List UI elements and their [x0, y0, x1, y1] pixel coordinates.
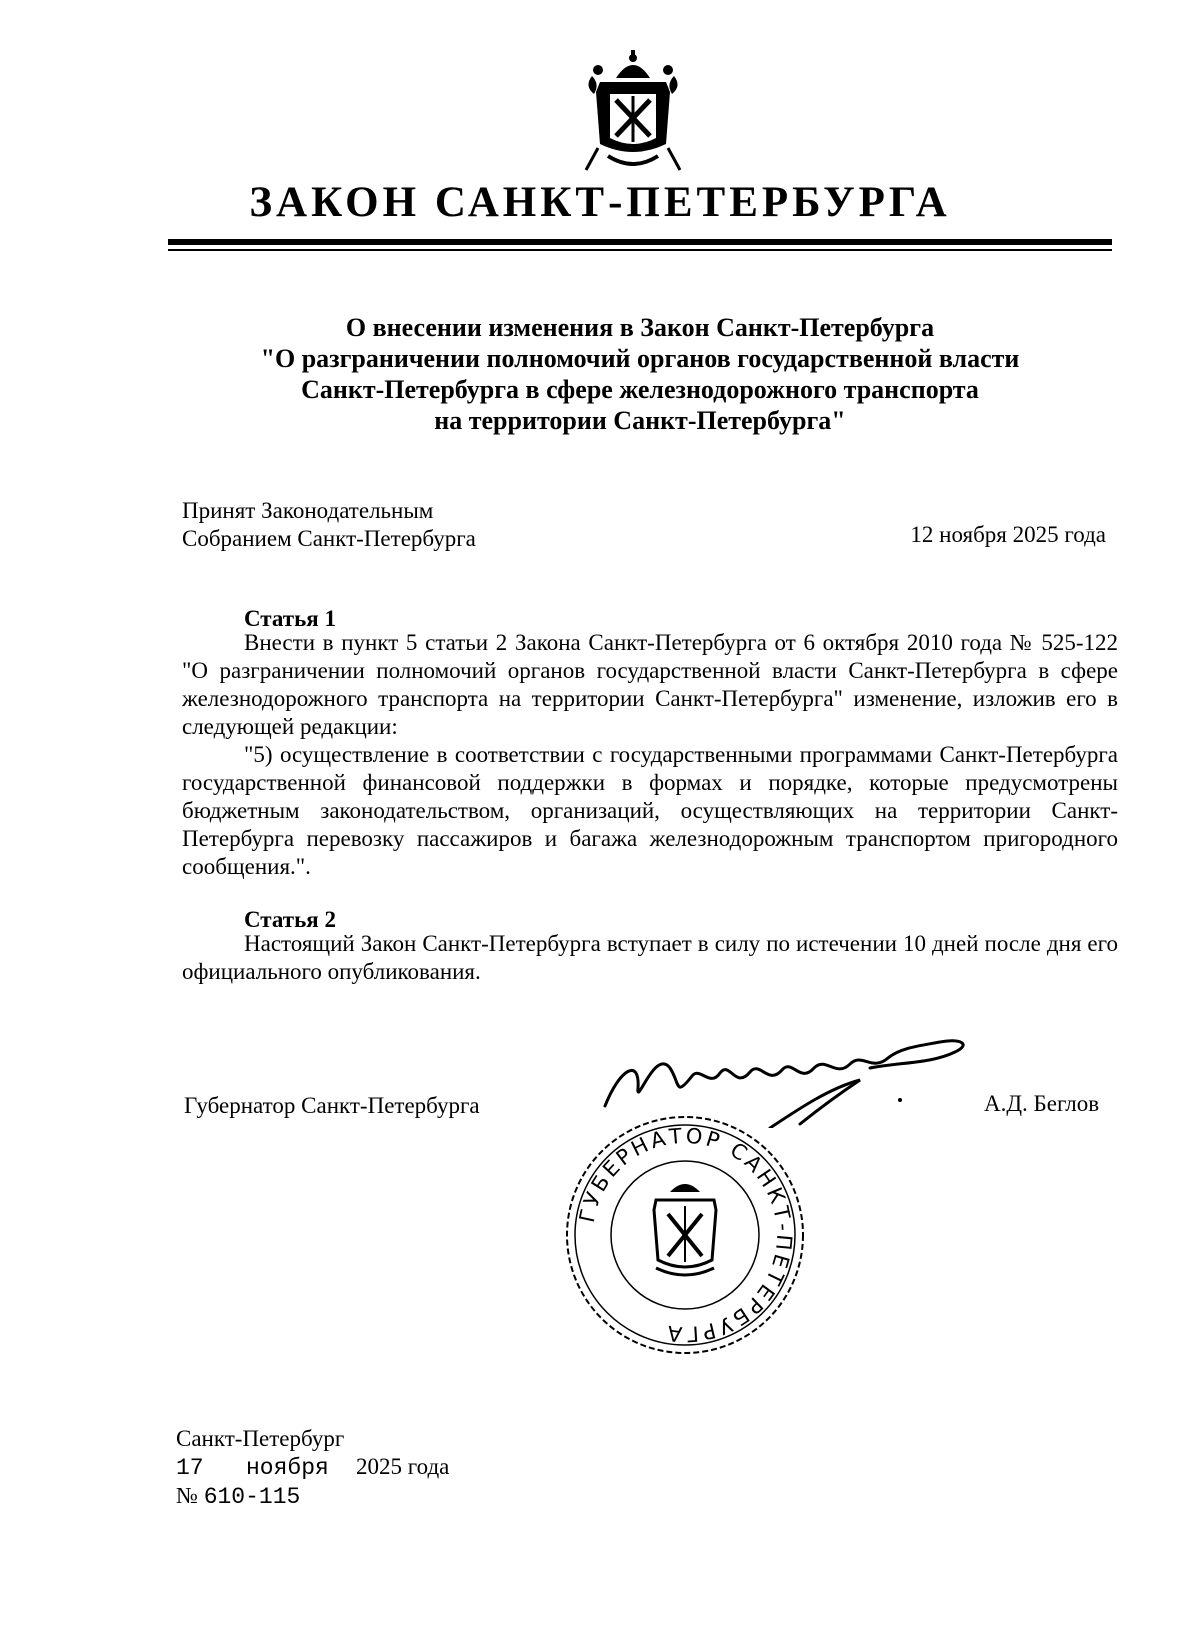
law-title-line: О внесении изменения в Закон Санкт-Петербурга: [345, 313, 935, 342]
governor-seal-icon: [560, 1110, 810, 1355]
adoption-statement: [182, 497, 542, 553]
seal-text: ГУБЕРНАТОР САНКТ-ПЕТЕРБУРГА: [574, 1123, 797, 1347]
governor-name: А.Д. Беглов: [984, 1091, 1100, 1116]
issue-date: [176, 1453, 449, 1482]
header-rule-thin: [168, 249, 1112, 251]
adoption-date: 12 ноября 2025 года: [910, 522, 1106, 547]
adoption-line: Принят Законодательным: [182, 498, 434, 523]
article-1-heading: Статья 1: [244, 606, 336, 631]
article-2-heading: Статья 2: [244, 907, 336, 932]
issue-block: [176, 1425, 449, 1511]
article-2-paragraph: Настоящий Закон Санкт-Петербурга вступает в силу по истечении 10 дней после дня его официального опубликования.: [182, 931, 1118, 984]
article-1-paragraph: "5) осуществление в соответствии с государственными программами Санкт-Петербурга государственной финансовой поддержки в формах и порядке, которые предусмотрены бюджетным законодательством, организаций, осуществляющих на территории Санкт-Петербурга перевозку пассажиров и багажа железнодорожным транспортом пригородного сообщения.".: [182, 742, 1118, 879]
law-title-line: "О разграничении полномочий органов государственной власти: [260, 344, 1020, 373]
issue-month: ноября: [246, 1455, 329, 1481]
issue-number-prefix: №: [176, 1483, 198, 1508]
law-heading: ЗАКОН САНКТ-ПЕТЕРБУРГА: [249, 179, 951, 226]
issue-number: [176, 1482, 449, 1511]
coat-of-arms-icon: [578, 48, 688, 174]
governor-signature: [600, 1028, 1000, 1128]
issue-number-value: 610-115: [203, 1484, 301, 1510]
law-title: [160, 312, 1120, 436]
article-1-paragraph: Внести в пункт 5 статьи 2 Закона Санкт-Петербурга от 6 октября 2010 года № 525-122 "О разграничении полномочий органов государственной власти Санкт-Петербурга в сфере железнодорожного транспорта на территории Санкт-Петербурга" изменение, изложив его в следующей редакции:: [182, 630, 1118, 739]
issue-place: Санкт-Петербург: [176, 1426, 345, 1451]
adoption-line: Собранием Санкт-Петербурга: [182, 526, 476, 551]
law-title-line: на территории Санкт-Петербурга": [434, 406, 846, 435]
header-rule-thick: [168, 239, 1112, 245]
governor-label: Губернатор Санкт-Петербурга: [184, 1093, 480, 1118]
law-title-line: Санкт-Петербурга в сфере железнодорожного транспорта: [301, 375, 979, 404]
issue-year: 2025 года: [356, 1454, 450, 1479]
issue-day: 17: [176, 1455, 204, 1481]
article-1-body: [182, 629, 1118, 881]
article-2-body: [182, 930, 1118, 986]
